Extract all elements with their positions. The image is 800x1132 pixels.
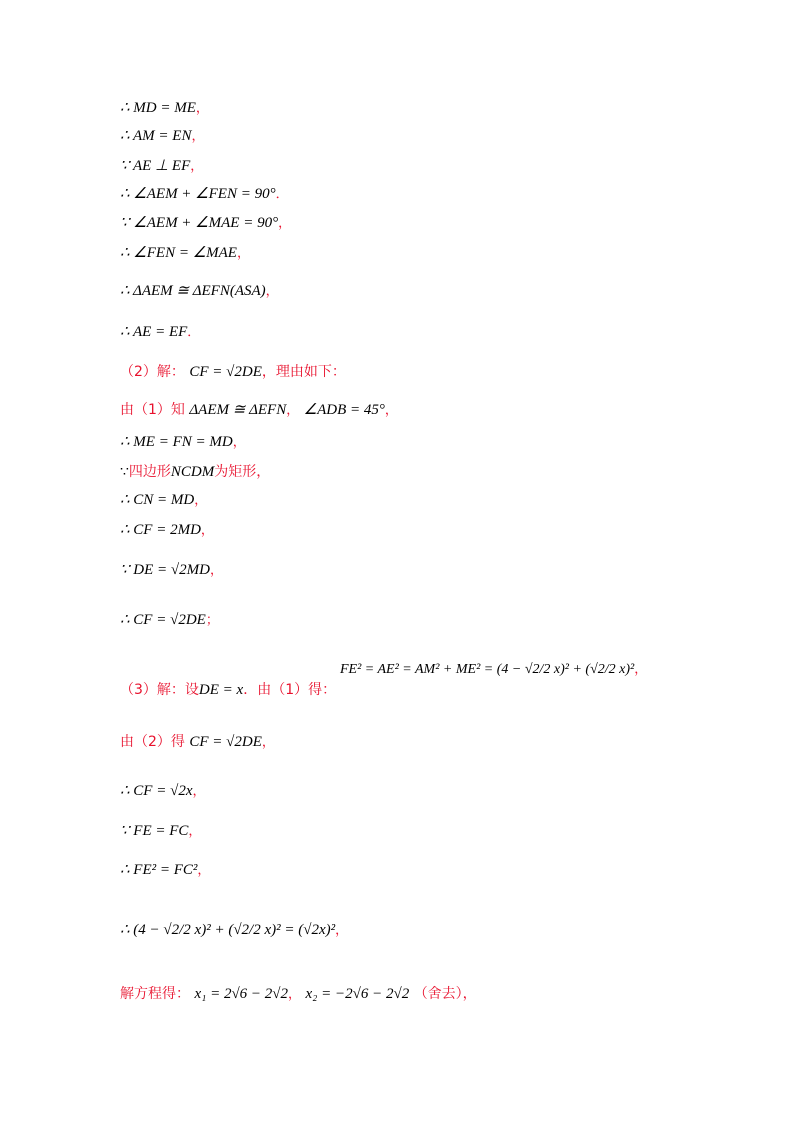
proof-line-5 [120, 213, 291, 234]
comma: ， [197, 863, 211, 878]
proof-line-4 [120, 184, 289, 205]
part-2-line-5 [120, 520, 214, 541]
text: 为矩形， [214, 464, 271, 480]
comma: ， [384, 403, 398, 418]
math-expression: ∴ ME = FN = MD [120, 434, 233, 450]
part-3-formula [340, 660, 647, 680]
comma: ， [236, 246, 250, 261]
comma: ， [335, 923, 349, 938]
math-expression: ∴ MD = ME [120, 100, 196, 116]
comma: ， [188, 824, 202, 839]
text: （舍去）， [413, 986, 477, 1002]
math-expression: ∴ CN = MD [120, 492, 195, 508]
part-2-line-7 [120, 610, 219, 631]
part-text: ，理由如下： [261, 364, 346, 380]
math-expression: NCDM [170, 464, 215, 480]
math-expression: ∵ FE = FC [120, 823, 189, 839]
part-2-line-3 [120, 462, 270, 482]
part-3-heading [120, 680, 336, 700]
because-symbol: ∵ [120, 464, 129, 480]
math-expression: ∵ AE ⊥ EF [120, 158, 191, 174]
math-expression: CF = √2DE [189, 734, 262, 750]
part-label: （3）解：设 [120, 682, 199, 698]
proof-line-3 [120, 156, 203, 177]
comma: ， [265, 284, 279, 299]
math-expression: x₁ = 2√6 − 2√2 [194, 986, 289, 1002]
part-3-line-4 [120, 860, 210, 881]
comma: ， [192, 784, 206, 799]
math-expression: ∴ CF = 2MD [120, 522, 201, 538]
part-2-heading [120, 362, 346, 382]
comma: ， [190, 159, 204, 174]
part-2-line-2 [120, 432, 246, 453]
part-2-line-6 [120, 560, 223, 581]
text: 由（1）知 [120, 402, 185, 418]
proof-line-2 [120, 126, 205, 147]
part-2-line-1 [120, 400, 398, 421]
math-expression: x₂ = −2√6 − 2√2 [305, 986, 410, 1002]
comma: ， [195, 101, 209, 116]
math-expression: ∴ AM = EN [120, 128, 192, 144]
part-2-line-4 [120, 490, 207, 511]
comma: ， [261, 735, 275, 750]
math-expression: ∴ ∠FEN = ∠MAE [120, 245, 237, 261]
comma: ， [232, 435, 246, 450]
part-text: ．由（1）得： [243, 682, 337, 698]
comma: ， [278, 216, 292, 231]
math-expression: DE = x [198, 682, 244, 698]
proof-line-8 [120, 322, 200, 343]
comma: ， [634, 662, 648, 677]
part-label: （2）解： [120, 364, 185, 380]
comma: ， [200, 523, 214, 538]
comma: ， [288, 987, 302, 1002]
math-expression: ∴ ∠AEM + ∠FEN = 90° [120, 186, 276, 202]
math-expression: ∴ FE² = FC² [120, 862, 198, 878]
semicolon: ； [205, 613, 219, 628]
math-expression: CF = √2DE [189, 364, 262, 380]
proof-line-6 [120, 243, 250, 264]
comma: ， [209, 563, 223, 578]
part-3-line-1 [120, 732, 275, 753]
math-expression: ∴ CF = √2x [120, 783, 193, 799]
math-expression: ∠ADB = 45° [303, 402, 385, 418]
proof-line-1 [120, 98, 209, 119]
part-3-line-2 [120, 781, 206, 802]
period: ． [275, 187, 289, 202]
text: 四边形 [128, 464, 171, 480]
part-3-solution [120, 984, 477, 1005]
part-3-line-3 [120, 821, 201, 842]
text: 由（2）得 [120, 734, 185, 750]
part-3-line-5 [120, 920, 348, 941]
text: 解方程得： [120, 986, 190, 1002]
math-expression: ∵ ∠AEM + ∠MAE = 90° [120, 215, 279, 231]
math-expression: ∴ ΔAEM ≅ ΔEFN(ASA) [120, 283, 266, 299]
period: ． [187, 325, 201, 340]
proof-line-7 [120, 281, 279, 302]
comma: ， [286, 403, 300, 418]
math-expression: ∴ AE = EF [120, 324, 188, 340]
math-expression: ∴ CF = √2DE [120, 612, 206, 628]
math-expression: ∵ DE = √2MD [120, 562, 210, 578]
math-expression: ΔAEM ≅ ΔEFN [189, 402, 287, 418]
math-expression: FE² = AE² = AM² + ME² = (4 − √2/2 x)² + (√2/2 x)² [340, 662, 635, 677]
comma: ， [194, 493, 208, 508]
math-expression: ∴ (4 − √2/2 x)² + (√2/2 x)² = (√2x)² [120, 922, 336, 938]
comma: ， [191, 129, 205, 144]
